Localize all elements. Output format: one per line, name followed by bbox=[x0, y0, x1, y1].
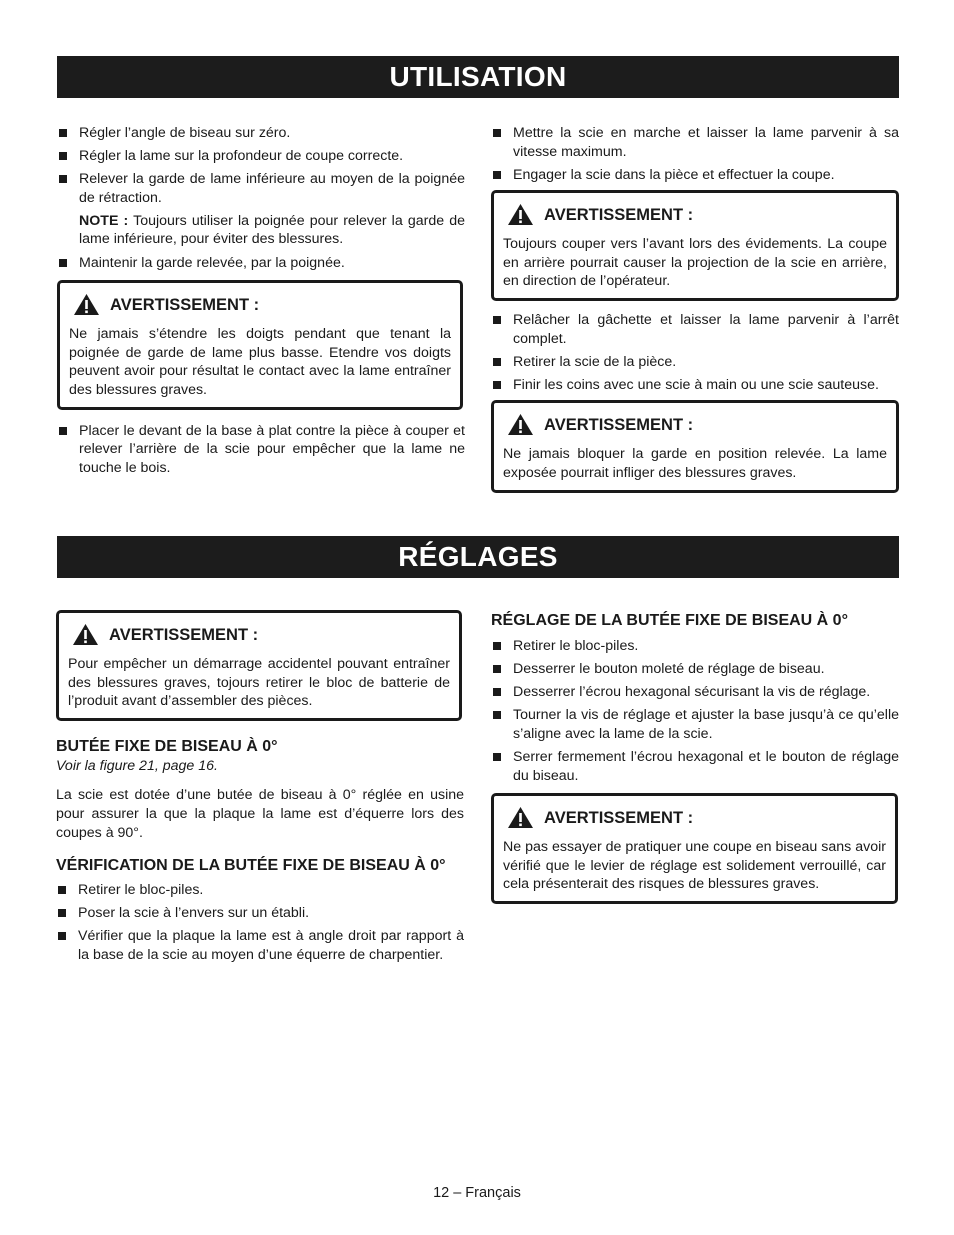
warning-text: Toujours couper vers l’avant lors des évidements. La coupe en arrière pourrait causer la projection de la scie en arrière, en direction de l’opérateur. bbox=[503, 236, 887, 290]
bullet-square-icon bbox=[58, 932, 66, 940]
bullet-list bbox=[56, 881, 464, 964]
list-item: Vérifier que la plaque la lame est à angle droit par rapport à la base de la scie au moyen d’une équerre de charpentier. bbox=[56, 927, 464, 964]
bullet-list bbox=[57, 254, 465, 273]
warning-box bbox=[491, 793, 898, 904]
section-heading: BUTÉE FIXE DE BISEAU À 0° bbox=[56, 737, 278, 755]
warning-text: Ne jamais bloquer la garde en position relevée. La lame exposée pourrait infliger des blessures graves. bbox=[503, 446, 887, 482]
section-heading: VÉRIFICATION DE LA BUTÉE FIXE DE BISEAU À 0° bbox=[56, 857, 446, 875]
warning-text: Ne pas essayer de pratiquer une coupe en biseau sans avoir vérifié que le levier de réglage est solidement verrouillé, car cela présenterait des risques de blessures graves. bbox=[503, 839, 886, 893]
note-text: Toujours utiliser la poignée pour relever la garde de lame inférieure, pour éviter des blessures. bbox=[79, 212, 466, 248]
bullet-square-icon bbox=[493, 665, 501, 673]
warning-title: AVERTISSEMENT : bbox=[544, 415, 694, 434]
warning-title: AVERTISSEMENT : bbox=[110, 295, 260, 314]
warning-box bbox=[491, 190, 899, 301]
warning-triangle-icon bbox=[73, 293, 100, 316]
bullet-square-icon bbox=[493, 688, 501, 696]
bullet-square-icon bbox=[493, 642, 501, 650]
warning-box bbox=[57, 280, 463, 409]
bullet-square-icon bbox=[493, 753, 501, 761]
warning-triangle-icon bbox=[507, 806, 534, 829]
list-item: Régler l’angle de biseau sur zéro. bbox=[57, 124, 465, 143]
bullet-square-icon bbox=[59, 259, 67, 267]
figure-reference: Voir la figure 21, page 16. bbox=[56, 757, 218, 774]
list-item: Régler la lame sur la profondeur de coupe correcte. bbox=[57, 147, 465, 166]
list-item: Relever la garde de lame inférieure au moyen de la poignée de rétraction. bbox=[57, 170, 465, 207]
list-item: Finir les coins avec une scie à main ou une scie sauteuse. bbox=[491, 376, 899, 395]
section-heading: RÉGLAGE DE LA BUTÉE FIXE DE BISEAU À 0° bbox=[491, 612, 848, 629]
list-item: Retirer le bloc-piles. bbox=[56, 881, 464, 900]
bullet-list bbox=[491, 124, 899, 184]
warning-triangle-icon bbox=[507, 203, 534, 226]
warning-box bbox=[56, 610, 462, 721]
list-item: Poser la scie à l’envers sur un établi. bbox=[56, 904, 464, 923]
bullet-list bbox=[491, 637, 899, 785]
warning-triangle-icon bbox=[72, 623, 99, 646]
list-item: Retirer le bloc-piles. bbox=[491, 637, 899, 656]
list-item: Mettre la scie en marche et laisser la lame parvenir à sa vitesse maximum. bbox=[491, 124, 899, 161]
bullet-square-icon bbox=[493, 129, 501, 137]
bullet-square-icon bbox=[493, 171, 501, 179]
bullet-square-icon bbox=[59, 175, 67, 183]
reglages-left-column bbox=[56, 610, 464, 969]
section-banner-utilisation: UTILISATION bbox=[57, 56, 899, 98]
list-item: Desserrer l’écrou hexagonal sécurisant la vis de réglage. bbox=[491, 683, 899, 702]
page-footer: 12 – Français bbox=[433, 1185, 521, 1201]
note-label: NOTE : bbox=[79, 212, 129, 229]
warning-title: AVERTISSEMENT : bbox=[109, 625, 259, 644]
section-banner-reglages: RÉGLAGES bbox=[57, 536, 899, 578]
warning-triangle-icon bbox=[507, 413, 534, 436]
list-item: Relâcher la gâchette et laisser la lame parvenir à l’arrêt complet. bbox=[491, 311, 899, 348]
bullet-square-icon bbox=[59, 152, 67, 160]
list-item: Desserrer le bouton moleté de réglage de biseau. bbox=[491, 660, 899, 679]
bullet-square-icon bbox=[493, 381, 501, 389]
warning-text: Pour empêcher un démarrage accidentel pouvant entraîner des blessures graves, tojours retirer le bloc de batterie de l’produit avant d’assembler des pièces. bbox=[68, 656, 450, 710]
utilisation-left-column bbox=[57, 124, 465, 482]
utilisation-right-column bbox=[491, 124, 899, 493]
warning-title: AVERTISSEMENT : bbox=[544, 808, 694, 827]
warning-box bbox=[491, 400, 899, 492]
bullet-square-icon bbox=[58, 909, 66, 917]
warning-text: Ne jamais s’étendre les doigts pendant que tenant la poignée de garde de lame plus basse. Etendre vos doigts peuvent avoir pour résultat le contact avec la lame entraîner des blessures graves. bbox=[69, 326, 451, 398]
list-item: Retirer la scie de la pièce. bbox=[491, 353, 899, 372]
body-paragraph: La scie est dotée d’une butée de biseau à 0° réglée en usine pour assurer la que la plaque la lame est d’équerre lors des coupes à 90°. bbox=[56, 787, 464, 841]
list-item: Serrer fermement l’écrou hexagonal et le bouton de réglage du biseau. bbox=[491, 748, 899, 785]
bullet-list bbox=[57, 124, 465, 207]
reglages-right-column bbox=[491, 611, 899, 904]
bullet-square-icon bbox=[58, 886, 66, 894]
bullet-square-icon bbox=[59, 427, 67, 435]
bullet-square-icon bbox=[59, 129, 67, 137]
bullet-list bbox=[491, 311, 899, 394]
bullet-square-icon bbox=[493, 316, 501, 324]
bullet-square-icon bbox=[493, 711, 501, 719]
note-paragraph bbox=[57, 212, 465, 249]
list-item: Tourner la vis de réglage et ajuster la base jusqu’à ce qu’elle s’aligne avec la lame de la scie. bbox=[491, 706, 899, 743]
warning-title: AVERTISSEMENT : bbox=[544, 205, 694, 224]
bullet-list bbox=[57, 422, 465, 478]
bullet-square-icon bbox=[493, 358, 501, 366]
list-item: Maintenir la garde relevée, par la poignée. bbox=[57, 254, 465, 273]
list-item: Placer le devant de la base à plat contre la pièce à couper et relever l’arrière de la scie pour empêcher que la lame ne touche le bois. bbox=[57, 422, 465, 478]
list-item: Engager la scie dans la pièce et effectuer la coupe. bbox=[491, 166, 899, 185]
